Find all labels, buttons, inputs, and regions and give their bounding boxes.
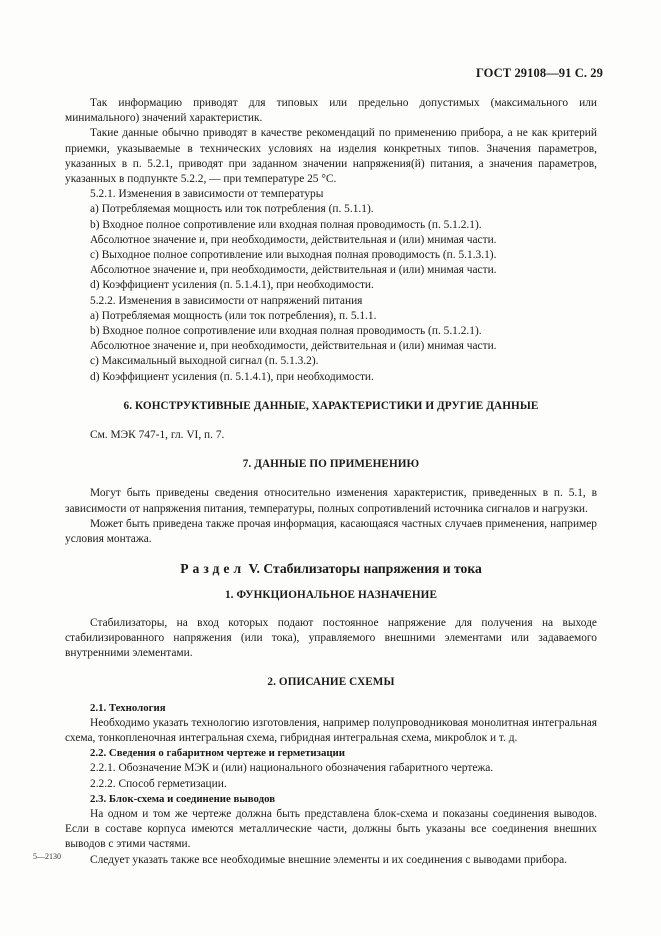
paragraph: Необходимо указать технологию изготовления, например полупроводниковая монолитная интегральная схема, тонкопленочная интегральная схема, гибридная интегральная схема, микроблок и т. д. xyxy=(65,716,597,744)
list-item: с) Максимальный выходной сигнал (п. 5.1.3.2). xyxy=(90,355,319,368)
section-heading: 7. ДАННЫЕ ПО ПРИМЕНЕНИЮ xyxy=(242,458,420,471)
list-item: 5.2.2. Изменения в зависимости от напряжений питания xyxy=(90,294,363,307)
list-item: 5.2.1. Изменения в зависимости от температуры xyxy=(90,188,324,201)
paragraph: Следует указать также все необходимые внешние элементы и их соединения с выводами прибора. xyxy=(90,853,567,866)
page-content xyxy=(65,96,597,868)
list-item: а) Потребляемая мощность или ток потребления (п. 5.1.1). xyxy=(90,203,374,216)
list-item: Абсолютное значение и, при необходимости, действительная и (или) мнимая части. xyxy=(90,264,497,277)
paragraph: Могут быть приведены сведения относительно изменения характеристик, приведенных в п. 5.1, в зависимости от напряжения питания, температуры, полных сопротивлений источника сигналов и нагрузки. xyxy=(65,487,597,515)
paragraph: Стабилизаторы, на вход которых подают постоянное напряжение для получения на выходе стабилизированного напряжения (или тока), управляемого внешними элементами или задаваемого внутренними элементами. xyxy=(65,616,597,660)
part-heading-title: V. Стабилизаторы напряжения и тока xyxy=(248,561,482,577)
paragraph: См. МЭК 747-1, гл. VI, п. 7. xyxy=(90,429,225,442)
list-item: b) Входное полное сопротивление или входная полная проводимость (п. 5.1.2.1). xyxy=(90,218,482,231)
subsection-heading: 2.3. Блок-схема и соединение выводов xyxy=(90,792,276,805)
paragraph: Такие данные обычно приводят в качестве рекомендаций по применению прибора, а не как критерий приемки, указываемые в технических условиях на изделия конкретных типов. Значения параметров, указанных в п. 5.2.1, приводят при заданном значении напряжения(й) питания, а значения параметров, указанных в подпункте 5.2.2, — при температуре 25 °С. xyxy=(65,127,597,186)
subsection-heading: 2.1. Технология xyxy=(90,701,166,714)
list-item: 2.2.2. Способ герметизации. xyxy=(90,777,227,790)
list-item: а) Потребляемая мощность (или ток потребления), п. 5.1.1. xyxy=(90,309,377,322)
list-item: Абсолютное значение и, при необходимости, действительная и (или) мнимая части. xyxy=(90,233,497,246)
part-heading-word: Раздел xyxy=(180,561,246,577)
list-item: 2.2.1. Обозначение МЭК и (или) национального обозначения габаритного чертежа. xyxy=(90,762,494,775)
section-heading: 1. ФУНКЦИОНАЛЬНОЕ НАЗНАЧЕНИЕ xyxy=(224,589,438,602)
page-footer-mark: 5—2130 xyxy=(33,852,61,861)
list-item: Абсолютное значение и, при необходимости, действительная и (или) мнимая части. xyxy=(90,340,497,353)
section-heading: 6. КОНСТРУКТИВНЫЕ ДАННЫЕ, ХАРАКТЕРИСТИКИ И ДРУГИЕ ДАННЫЕ xyxy=(123,399,539,412)
list-item: d) Коэффициент усиления (п. 5.1.4.1), при необходимости. xyxy=(90,370,374,383)
paragraph: На одном и том же чертеже должна быть представлена блок-схема и показаны соединения выводов. Если в составе корпуса имеются металлические части, должны быть указаны все соединения внешних выводов с этими частями. xyxy=(65,807,597,851)
paragraph: Так информацию приводят для типовых или предельно допустимых (максимального или минимального) значений характеристик. xyxy=(65,97,597,125)
list-item: b) Входное полное сопротивление или входная полная проводимость (п. 5.1.2.1). xyxy=(90,325,482,338)
subsection-heading: 2.2. Сведения о габаритном чертеже и герметизации xyxy=(90,747,346,760)
section-heading: 2. ОПИСАНИЕ СХЕМЫ xyxy=(267,676,395,689)
part-heading xyxy=(65,561,597,576)
page-header: ГОСТ 29108—91 С. 29 xyxy=(475,66,603,80)
paragraph: Может быть приведена также прочая информация, касающаяся частных случаев применения, например условия монтажа. xyxy=(65,517,597,546)
list-item: с) Выходное полное сопротивление или выходная полная проводимость (п. 5.1.3.1). xyxy=(90,249,497,262)
list-item: d) Коэффициент усиления (п. 5.1.4.1), при необходимости. xyxy=(90,279,374,292)
